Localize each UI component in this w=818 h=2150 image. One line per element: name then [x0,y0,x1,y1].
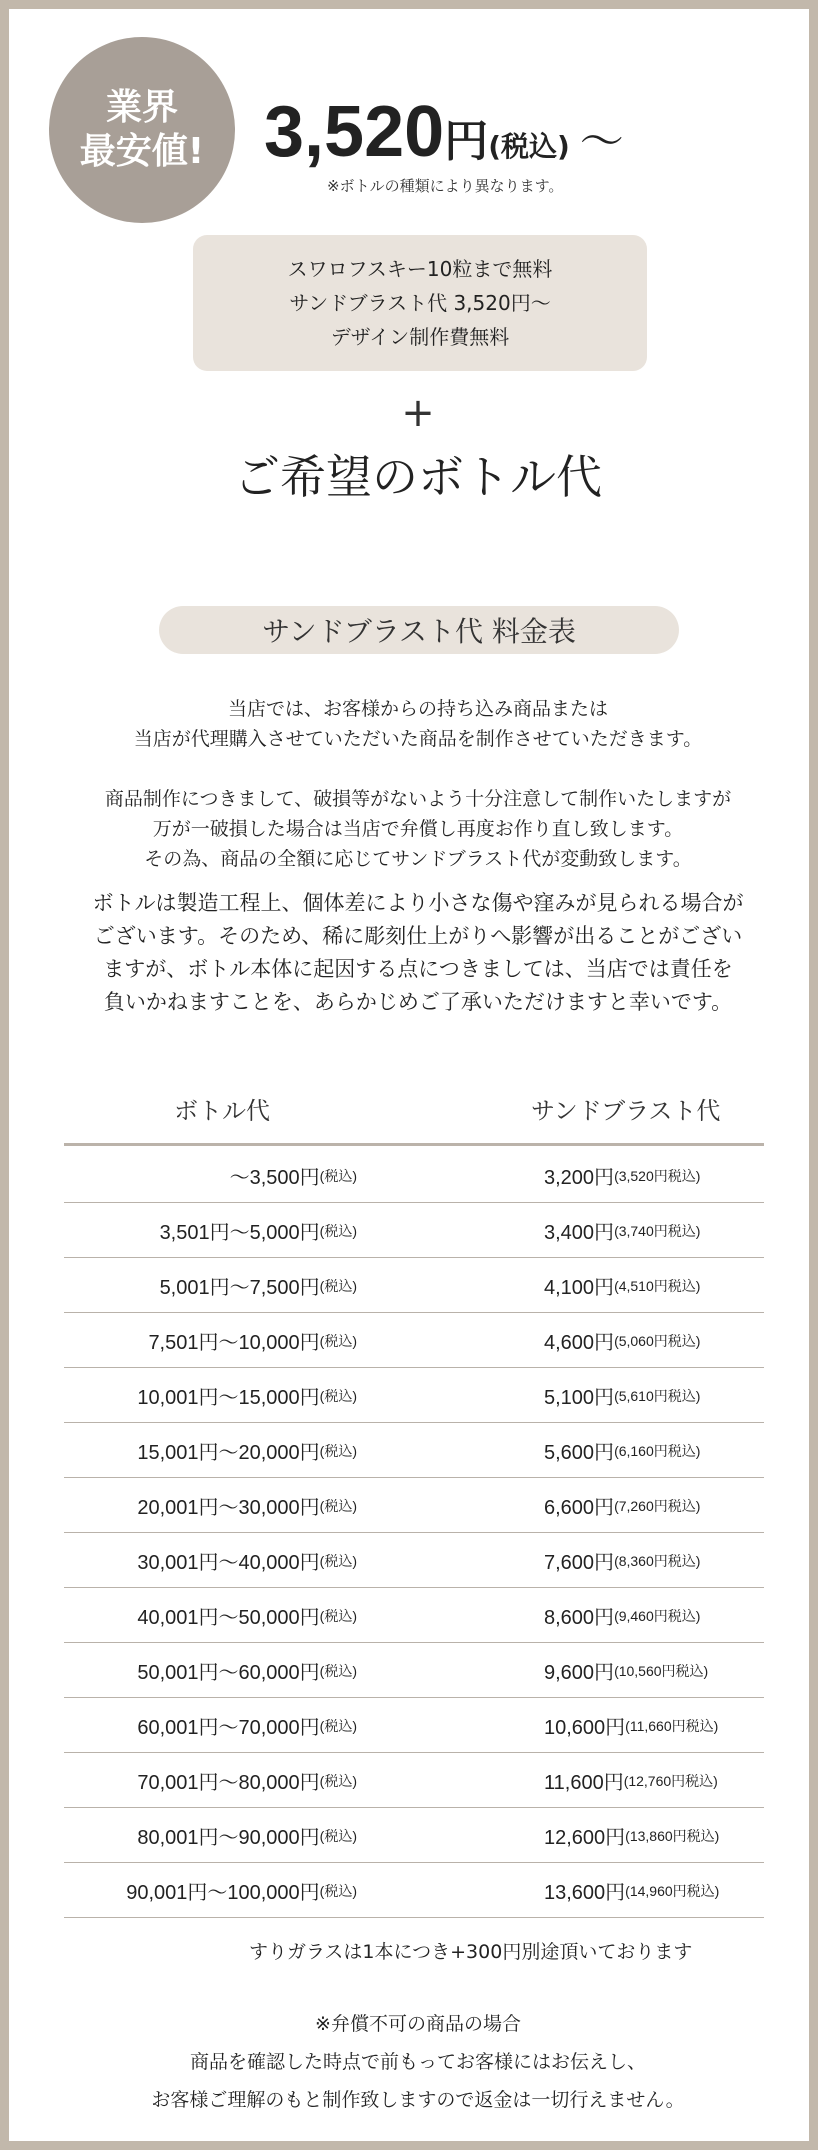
price-tax: (税込) [488,130,570,163]
refund-note-line: お客様ご理解のもと制作致しますので返金は一切行えません。 [151,2089,685,2111]
bottle-price-tax: (税込) [319,1882,357,1899]
frosted-glass-note: すりガラスは1本につき+300円別途頂いております [249,1941,693,1963]
plus-sign: + [401,390,435,436]
sandblast-price-tax: (11,660円税込) [625,1717,719,1734]
free-line-1: スワロフスキー10粒まで無料 [287,257,553,281]
sandblast-price: 5,100円 [544,1387,615,1409]
table-row [64,1753,764,1808]
bottle-price: 90,001円〜100,000円 [126,1882,320,1904]
bottle-price: 30,001円〜40,000円 [137,1552,320,1574]
sandblast-price-cell [544,1863,719,1918]
bottle-price: 80,001円〜90,000円 [137,1827,320,1849]
sandblast-price: 12,600円 [544,1827,626,1849]
bottle-price-tax: (税込) [319,1827,357,1844]
bottle-price-tax: (税込) [319,1717,357,1734]
table-row [64,1203,764,1258]
damage-line: 万が一破損した場合は当店で弁償し再度お作り直し致します。 [152,818,684,840]
bottle-price-tax: (税込) [319,1277,357,1294]
badge-line-2: 最安値! [79,131,205,172]
refund-note-line: ※弁償不可の商品の場合 [315,2013,521,2035]
bottle-price-cell [137,1368,357,1423]
damage-line: 商品制作につきまして、破損等がないよう十分注意して制作いたしますが [104,788,732,810]
sandblast-price-tax: (14,960円税込) [625,1882,720,1899]
sandblast-price: 3,400円 [544,1222,615,1244]
sandblast-price-cell [544,1588,700,1643]
sandblast-price-tax: (3,520円税込) [614,1167,701,1184]
sandblast-price-cell [544,1203,700,1258]
price-table-body [64,1148,764,1918]
table-header-rule [64,1143,764,1146]
badge-line-1: 業界 [105,87,178,128]
bottle-price-cell [137,1808,357,1863]
bottle-price-cell [126,1863,357,1918]
refund-note [49,2005,787,2119]
sandblast-price: 9,600円 [544,1662,615,1684]
sandblast-price-cell [544,1753,718,1808]
sandblast-price-tax: (5,610円税込) [614,1387,701,1404]
sandblast-price-tax: (6,160円税込) [614,1442,701,1459]
starting-price [264,91,624,171]
bottle-price-cell [137,1588,357,1643]
price-tilde: 〜 [579,116,624,167]
table-row [64,1423,764,1478]
intro-line: 当店では、お客様からの持ち込み商品または [227,698,608,720]
refund-note-line: 商品を確認した時点で前もってお客様にはお伝えし、 [189,2051,646,2073]
free-line-3: デザイン制作費無料 [330,325,510,349]
bottle-price-cell [137,1753,357,1808]
bottle-price: 7,501円〜10,000円 [148,1332,320,1354]
sandblast-price: 13,600円 [544,1882,626,1904]
bottle-price: 〜3,500円 [229,1167,320,1189]
bottle-price: 70,001円〜80,000円 [137,1772,320,1794]
bottle-price: 3,501円〜5,000円 [159,1222,320,1244]
bottle-price-cell [137,1698,357,1753]
disclaimer-line: ますが、ボトル本体に起因する点につきましては、当店では責任を [103,957,733,981]
table-header [64,1091,764,1145]
bottle-price-cell [160,1258,357,1313]
bottle-price-tax: (税込) [319,1222,357,1239]
bottle-price-tax: (税込) [319,1552,357,1569]
price-yen: 円 [444,116,489,167]
sandblast-price-cell [544,1258,700,1313]
bottle-price-tax: (税込) [319,1442,357,1459]
sandblast-price: 3,200円 [544,1167,615,1189]
bottle-price-cell [160,1203,357,1258]
intro-paragraph [49,694,787,754]
table-row [64,1643,764,1698]
sandblast-price-cell [544,1423,700,1478]
bottle-price-tax: (税込) [319,1607,357,1624]
sandblast-price-tax: (13,860円税込) [625,1827,720,1844]
sandblast-price-tax: (3,740円税込) [614,1222,701,1239]
bottle-price: 15,001円〜20,000円 [137,1442,320,1464]
sandblast-price: 6,600円 [544,1497,615,1519]
sandblast-price-cell [544,1478,700,1533]
sandblast-price: 8,600円 [544,1607,615,1629]
bottle-price-cell [148,1313,357,1368]
table-row [64,1313,764,1368]
table-row [64,1148,764,1203]
price-table-title: サンドブラスト代 料金表 [159,606,679,654]
bottle-price: 5,001円〜7,500円 [159,1277,320,1299]
bottle-price-cell [137,1643,357,1698]
sandblast-price-tax: (9,460円税込) [614,1607,701,1624]
sandblast-price: 4,600円 [544,1332,615,1354]
sandblast-price-cell [544,1698,718,1753]
table-row [64,1368,764,1423]
sandblast-price: 11,600円 [544,1772,624,1794]
sandblast-price: 7,600円 [544,1552,615,1574]
bottle-price: 40,001円〜50,000円 [137,1607,320,1629]
price-amount: 3,520 [264,92,445,172]
intro-line: 当店が代理購入させていただいた商品を制作させていただきます。 [133,728,703,750]
bottle-price: 10,001円〜15,000円 [137,1387,320,1409]
bottle-price-tax: (税込) [319,1387,357,1404]
disclaimer-line: ボトルは製造工程上、個体差により小さな傷や窪みが見られる場合が [92,891,744,915]
table-row [64,1863,764,1918]
sandblast-price-cell [544,1643,708,1698]
bottle-price-cell [230,1148,357,1203]
bottle-price-tax: (税込) [319,1332,357,1349]
table-row [64,1808,764,1863]
free-services-box [193,235,647,371]
free-line-2: サンドブラスト代 3,520円〜 [289,291,551,315]
bottle-price: 20,001円〜30,000円 [137,1497,320,1519]
sandblast-price-tax: (8,360円税込) [614,1552,701,1569]
bottle-price: 50,001円〜60,000円 [137,1662,320,1684]
sandblast-price-tax: (7,260円税込) [614,1497,701,1514]
lowest-price-badge [49,37,235,223]
disclaimer-line: 負いかねますことを、あらかじめご了承いただけますと幸いです。 [103,990,733,1014]
price-note: ※ボトルの種類により異なります。 [327,177,564,195]
sandblast-price-tax: (12,760円税込) [623,1772,718,1789]
damage-paragraph [49,784,787,874]
bottle-price: 60,001円〜70,000円 [137,1717,320,1739]
sandblast-price-tax: (5,060円税込) [614,1332,701,1349]
sandblast-price: 5,600円 [544,1442,615,1464]
sandblast-price-cell [544,1533,700,1588]
bottle-price-tax: (税込) [319,1772,357,1789]
bottle-price-cell [137,1533,357,1588]
sandblast-price: 4,100円 [544,1277,615,1299]
bottle-price-cell [137,1423,357,1478]
sandblast-price-cell [544,1808,719,1863]
bottle-price-cell [137,1478,357,1533]
sandblast-price-cell [544,1313,700,1368]
header-sandblast-fee: サンドブラスト代 [531,1097,721,1125]
header-bottle-fee: ボトル代 [174,1097,270,1125]
bottle-disclaimer-paragraph [49,887,787,1019]
table-row [64,1478,764,1533]
sandblast-price: 10,600円 [544,1717,626,1739]
disclaimer-line: ございます。そのため、稀に彫刻仕上がりへ影響が出ることがござい [93,924,743,948]
table-row [64,1533,764,1588]
sandblast-price-tax: (10,560円税込) [614,1662,709,1679]
sandblast-price-cell [544,1368,700,1423]
bottle-fee-heading: ご希望のボトル代 [234,450,602,504]
table-row [64,1588,764,1643]
table-row [64,1258,764,1313]
bottle-price-tax: (税込) [319,1662,357,1679]
bottle-price-tax: (税込) [319,1167,357,1184]
sandblast-price-tax: (4,510円税込) [614,1277,701,1294]
table-row [64,1698,764,1753]
damage-line: その為、商品の全額に応じてサンドブラスト代が変動致します。 [144,848,692,870]
sandblast-price-cell [544,1148,700,1203]
bottle-price-tax: (税込) [319,1497,357,1514]
